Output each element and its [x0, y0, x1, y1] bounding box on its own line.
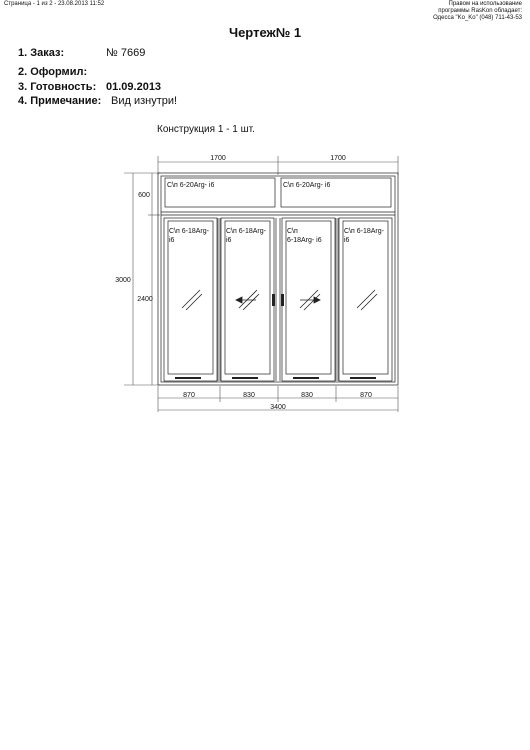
field-value: 01.09.2013 [106, 81, 162, 93]
header-line: программы RasKon обладает: [438, 8, 522, 14]
glass-label: С\п 6-18Arg- [226, 228, 266, 235]
page-title: Чертеж№ 1 [228, 25, 302, 40]
dim-bottom: 870 [183, 392, 195, 399]
dim-bottom: 830 [243, 392, 255, 399]
field-label: 4. Примечание: [18, 95, 102, 107]
glass-label: С\п 6-18Arg- [344, 228, 384, 235]
field-label: 2. Оформил: [18, 66, 88, 78]
dimension-labels [115, 155, 372, 411]
field-label: 1. Заказ: [18, 47, 65, 59]
dim-top-right: 1700 [330, 155, 346, 162]
threshold-marks [175, 377, 376, 379]
handles [272, 294, 284, 306]
dim-bottom: 830 [301, 392, 313, 399]
glass-label: i6 [226, 237, 232, 244]
glass-label: 6-18Arg- i6 [287, 237, 322, 244]
dim-top-left: 1700 [210, 155, 226, 162]
handle-icon [281, 294, 284, 306]
dim-leaf-height: 2400 [137, 296, 153, 303]
field-value: Вид изнутри! [111, 95, 178, 107]
header-line: Правом на использование [448, 1, 522, 7]
header-line: Одесса "Ko_Ko" (048) 711-43-53 [433, 15, 522, 21]
dim-bottom: 870 [360, 392, 372, 399]
glass-label: i6 [169, 237, 175, 244]
handle-icon [272, 294, 275, 306]
field-label: 3. Готовность: [18, 81, 97, 93]
field-value: № 7669 [106, 47, 146, 59]
dim-total-height: 3000 [115, 277, 131, 284]
glass-label: i6 [344, 237, 350, 244]
glass-label: С\п [287, 228, 298, 235]
construction-label: Конструкция 1 - 1 шт. [157, 124, 255, 135]
dim-total-width: 3400 [270, 404, 286, 411]
dim-transom-height: 600 [138, 192, 150, 199]
glass-marks [182, 290, 377, 310]
glass-label: С\п 6-20Arg- i6 [167, 182, 215, 189]
page-header-left: Страница - 1 из 2 - 23.08.2013 11:52 [4, 1, 105, 7]
window-frame [158, 173, 398, 385]
glass-label: С\п 6-18Arg- [169, 228, 209, 235]
glass-label: С\п 6-20Arg- i6 [283, 182, 331, 189]
